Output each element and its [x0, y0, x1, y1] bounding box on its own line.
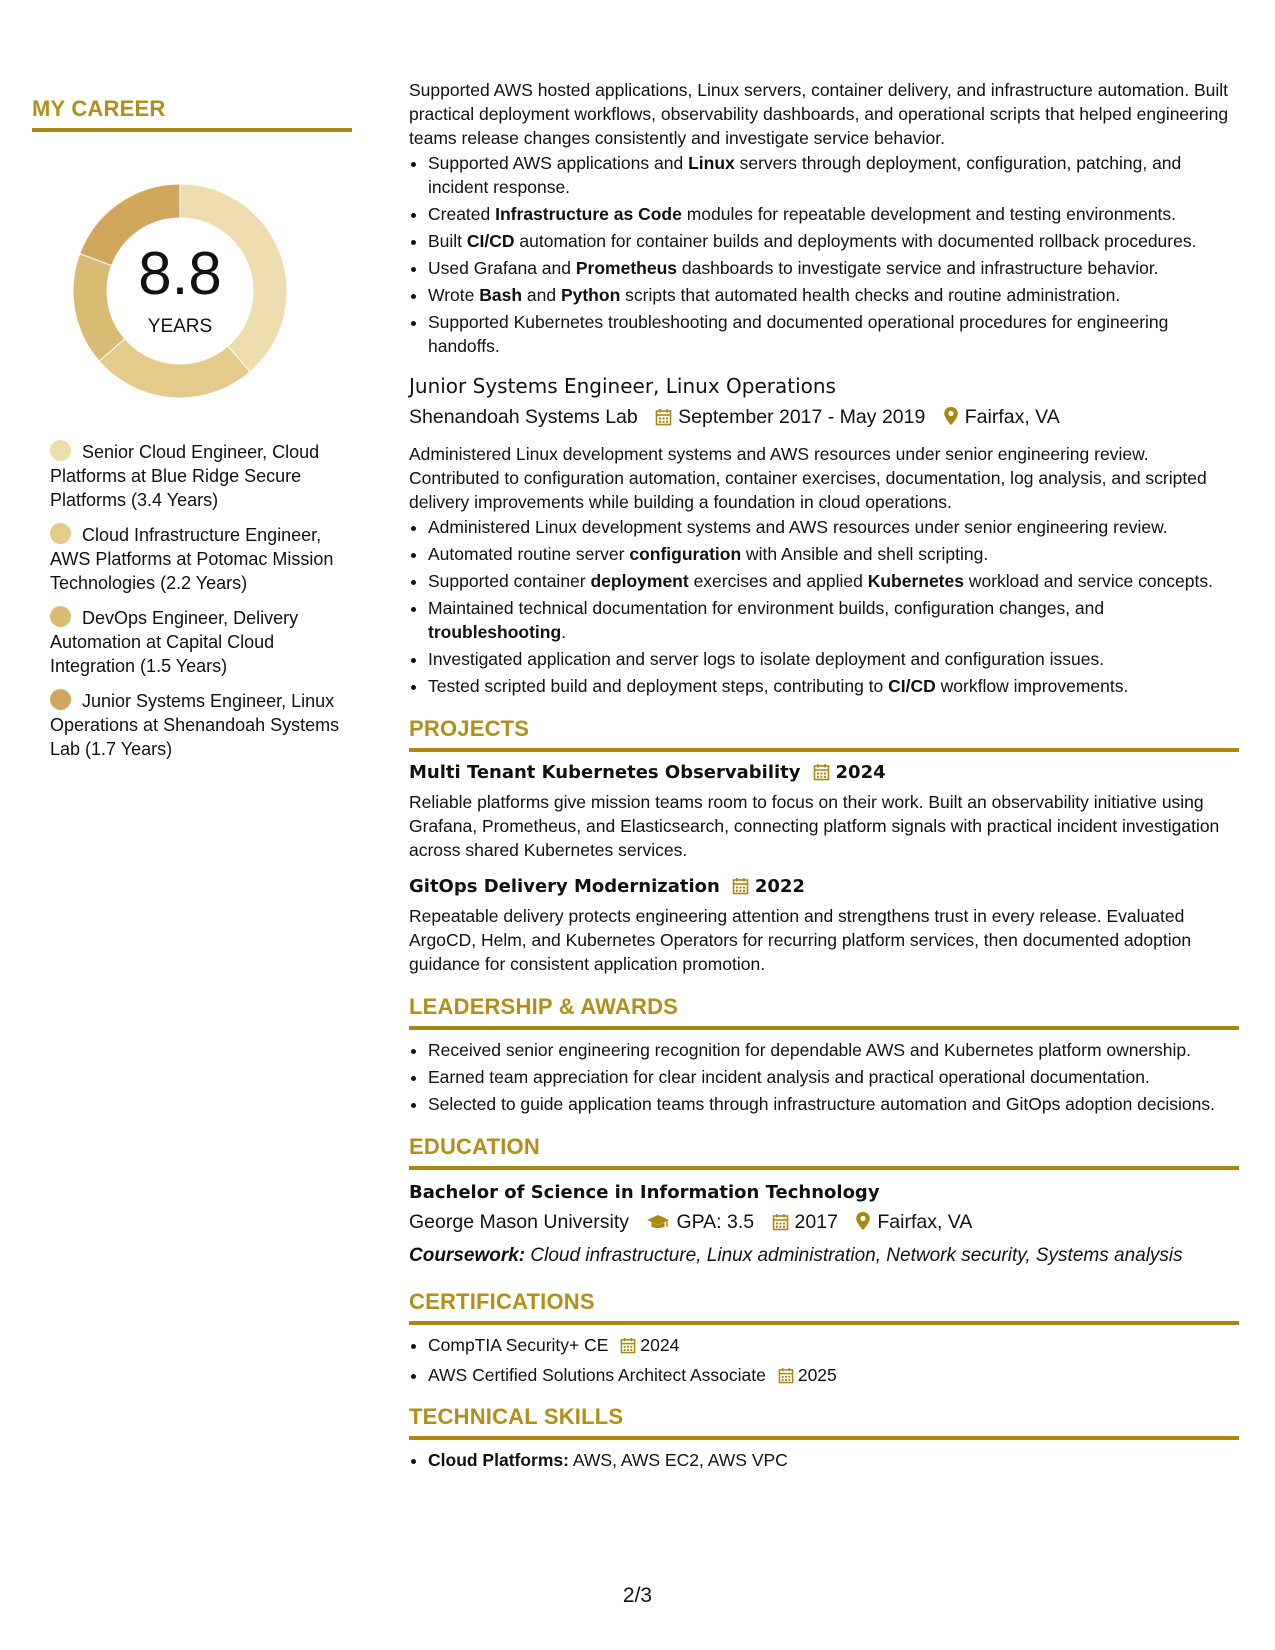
education-meta — [409, 1208, 1239, 1239]
list-item — [428, 310, 1239, 358]
education-rule — [409, 1166, 1239, 1170]
legend-dot — [50, 606, 71, 627]
bullet-text: Created — [428, 204, 496, 224]
career-title-rule — [32, 128, 352, 132]
bullet-text: . — [561, 622, 567, 642]
bold-keyword: Prometheus — [575, 258, 678, 278]
job1-bullets — [409, 151, 1239, 358]
job2-meta — [409, 403, 1239, 434]
bullet-text: Automated routine server — [428, 544, 630, 564]
cert-name: CompTIA Security+ CE — [428, 1335, 609, 1355]
leadership-rule — [409, 1026, 1239, 1030]
bold-keyword: configuration — [629, 544, 742, 564]
page-number: 2/3 — [622, 1584, 653, 1607]
certifications-rule — [409, 1321, 1239, 1325]
leadership-list — [409, 1038, 1239, 1116]
coursework — [409, 1245, 1239, 1267]
project-year: 2024 — [835, 762, 886, 783]
job2-summary: Administered Linux development systems and AWS resources under senior engineering review. Contributed to configuration automation, container exercises, documentation, log analysis, and scripted delivery improvements while building a foundation in cloud operations. — [409, 444, 1207, 512]
bullet-text: workflow improvements. — [935, 676, 1129, 696]
certifications-section — [409, 1289, 1239, 1390]
projects-section — [409, 716, 1239, 976]
legend-text: Cloud Infrastructure Engineer, AWS Platforms at Potomac Mission Technologies (2.2 Years) — [50, 525, 334, 593]
project-description: Repeatable delivery protects engineering attention and strengthens trust in every release. Evaluated ArgoCD, Helm, and Kubernetes Operators for recurring platform services, then documented adoption guidance for consistent application promotion. — [409, 906, 1192, 974]
bold-keyword: Bash — [479, 285, 523, 305]
bold-keyword: troubleshooting — [428, 622, 562, 642]
cert-year: 2025 — [797, 1365, 837, 1385]
bullet-text: Used Grafana and — [428, 258, 576, 278]
job2-company: Shenandoah Systems Lab — [409, 406, 638, 428]
project-name: GitOps Delivery Modernization — [409, 876, 720, 897]
list-item — [428, 151, 1239, 199]
bullet-text: Investigated application and server logs to isolate deployment and configuration issues. — [428, 649, 1105, 669]
education-location: Fairfax, VA — [877, 1211, 973, 1233]
legend-item — [50, 440, 340, 512]
bullet-text: Supported Kubernetes troubleshooting and documented operational procedures for engineering handoffs. — [428, 312, 1169, 356]
legend-text: DevOps Engineer, Delivery Automation at Capital Cloud Integration (1.5 Years) — [50, 608, 299, 676]
list-item — [428, 542, 1239, 566]
job2-location: Fairfax, VA — [964, 406, 1060, 428]
list-item — [428, 674, 1239, 698]
bullet-text: modules for repeatable development and testing environments. — [681, 204, 1177, 224]
project-name: Multi Tenant Kubernetes Observability — [409, 762, 801, 783]
certifications-list — [409, 1333, 1239, 1390]
legend-item — [50, 689, 340, 761]
career-total-unit: YEARS — [147, 316, 213, 337]
bold-keyword: CI/CD — [466, 231, 515, 251]
skills-list — [409, 1448, 1239, 1472]
list-item — [428, 569, 1239, 593]
career-sidebar — [32, 96, 352, 772]
bullet-text: Supported container — [428, 571, 591, 591]
donut-slice-2 — [99, 339, 250, 398]
list-item: • Earned team appreciation for clear incident analysis and practical operational documentation. — [428, 1065, 1239, 1089]
bullet-text: exercises and applied — [688, 571, 868, 591]
legend-text: Junior Systems Engineer, Linux Operations at Shenandoah Systems Lab (1.7 Years) — [50, 691, 340, 759]
bullet-text: workload and service concepts. — [963, 571, 1214, 591]
bullet-text: with Ansible and shell scripting. — [741, 544, 989, 564]
coursework-list: Cloud infrastructure, Linux administration, Network security, Systems analysis — [530, 1245, 1183, 1266]
list-item — [428, 596, 1239, 644]
skill-label: Cloud Platforms: — [428, 1450, 569, 1470]
degree-title: Bachelor of Science in Information Technology — [409, 1182, 880, 1203]
bold-keyword: Python — [560, 285, 621, 305]
bullet-text: servers through deployment, configuration, patching, and incident response. — [428, 153, 1182, 197]
career-total-years: 8.8 — [138, 240, 222, 307]
list-item — [428, 1363, 1239, 1390]
job2-title: Junior Systems Engineer, Linux Operations — [409, 374, 836, 398]
legend-text: Senior Cloud Engineer, Cloud Platforms at Blue Ridge Secure Platforms (3.4 Years) — [50, 442, 320, 510]
list-item: • Received senior engineering recognition for dependable AWS and Kubernetes platform ownership. — [428, 1038, 1239, 1062]
school-name: George Mason University — [409, 1211, 630, 1233]
list-item — [428, 1333, 1239, 1360]
project-title — [409, 876, 1239, 900]
career-donut-chart — [65, 176, 295, 406]
skill-value: AWS, AWS EC2, AWS VPC — [572, 1450, 788, 1470]
calendar-icon — [732, 877, 749, 900]
projects-rule — [409, 748, 1239, 752]
legend-item — [50, 523, 340, 595]
coursework-label: Coursework: — [409, 1245, 526, 1266]
bullet-text: and — [522, 285, 561, 305]
list-item — [428, 647, 1239, 671]
list-item — [428, 256, 1239, 280]
leadership-section — [409, 994, 1239, 1116]
location-pin-icon — [855, 1211, 871, 1239]
legend-item — [50, 606, 340, 678]
certifications-title: CERTIFICATIONS — [409, 1289, 595, 1314]
skills-section — [409, 1404, 1239, 1472]
project-year: 2022 — [754, 876, 805, 897]
location-pin-icon — [943, 406, 959, 434]
bold-keyword: Linux — [688, 153, 735, 173]
list-item — [428, 1448, 1239, 1472]
education-title: EDUCATION — [409, 1134, 540, 1159]
legend-dot — [50, 689, 71, 710]
legend-dot — [50, 523, 71, 544]
calendar-icon — [620, 1336, 636, 1360]
main-content — [409, 78, 1239, 1475]
cert-year: 2024 — [640, 1335, 680, 1355]
career-title: MY CAREER — [32, 96, 166, 121]
bullet-text: Supported AWS applications and — [428, 153, 689, 173]
list-item — [428, 229, 1239, 253]
gpa: GPA: 3.5 — [676, 1211, 755, 1233]
list-item — [428, 515, 1239, 539]
leadership-title: LEADERSHIP & AWARDS — [409, 994, 679, 1019]
skills-rule — [409, 1436, 1239, 1440]
legend-dot — [50, 440, 71, 461]
bullet-text: dashboards to investigate service and infrastructure behavior. — [677, 258, 1159, 278]
bullet-text: scripts that automated health checks and routine administration. — [620, 285, 1121, 305]
bullet-text: automation for container builds and deployments with documented rollback procedures. — [514, 231, 1197, 251]
skills-title: TECHNICAL SKILLS — [409, 1404, 624, 1429]
project-title — [409, 762, 1239, 786]
bullet-text: Wrote — [428, 285, 480, 305]
bold-keyword: deployment — [590, 571, 689, 591]
calendar-icon — [813, 763, 830, 786]
calendar-icon — [772, 1211, 789, 1239]
career-legend — [50, 440, 340, 761]
cert-name: AWS Certified Solutions Architect Associate — [428, 1365, 766, 1385]
list-item: • Selected to guide application teams through infrastructure automation and GitOps adoption decisions. — [428, 1092, 1239, 1116]
list-item — [428, 283, 1239, 307]
project-description: Reliable platforms give mission teams room to focus on their work. Built an observability initiative using Grafana, Prometheus, and Elasticsearch, connecting platform signals with practical incident investigation across shared Kubernetes services. — [409, 792, 1220, 860]
education-section — [409, 1134, 1239, 1267]
bold-keyword: Infrastructure as Code — [495, 204, 682, 224]
calendar-icon — [655, 406, 672, 434]
graduation-cap-icon — [646, 1211, 670, 1239]
job2-bullets — [409, 515, 1239, 698]
bold-keyword: Kubernetes — [867, 571, 964, 591]
list-item — [428, 202, 1239, 226]
bullet-text: Maintained technical documentation for environment builds, configuration changes, and — [428, 598, 1105, 618]
job2-dates: September 2017 - May 2019 — [678, 406, 926, 428]
projects-title: PROJECTS — [409, 716, 530, 741]
graduation-year: 2017 — [794, 1211, 838, 1233]
bullet-text: Administered Linux development systems and AWS resources under senior engineering review. — [428, 517, 1168, 537]
bold-keyword: CI/CD — [888, 676, 936, 696]
job1-summary: Supported AWS hosted applications, Linux servers, container delivery, and infrastructure automation. Built practical deployment workflows, observability dashboards, and operational scripts that helped engineering teams release changes consistently and investigate service behavior. — [409, 80, 1229, 148]
bullet-text: Built — [428, 231, 467, 251]
bullet-text: Tested scripted build and deployment steps, contributing to — [428, 676, 889, 696]
calendar-icon — [778, 1366, 794, 1390]
